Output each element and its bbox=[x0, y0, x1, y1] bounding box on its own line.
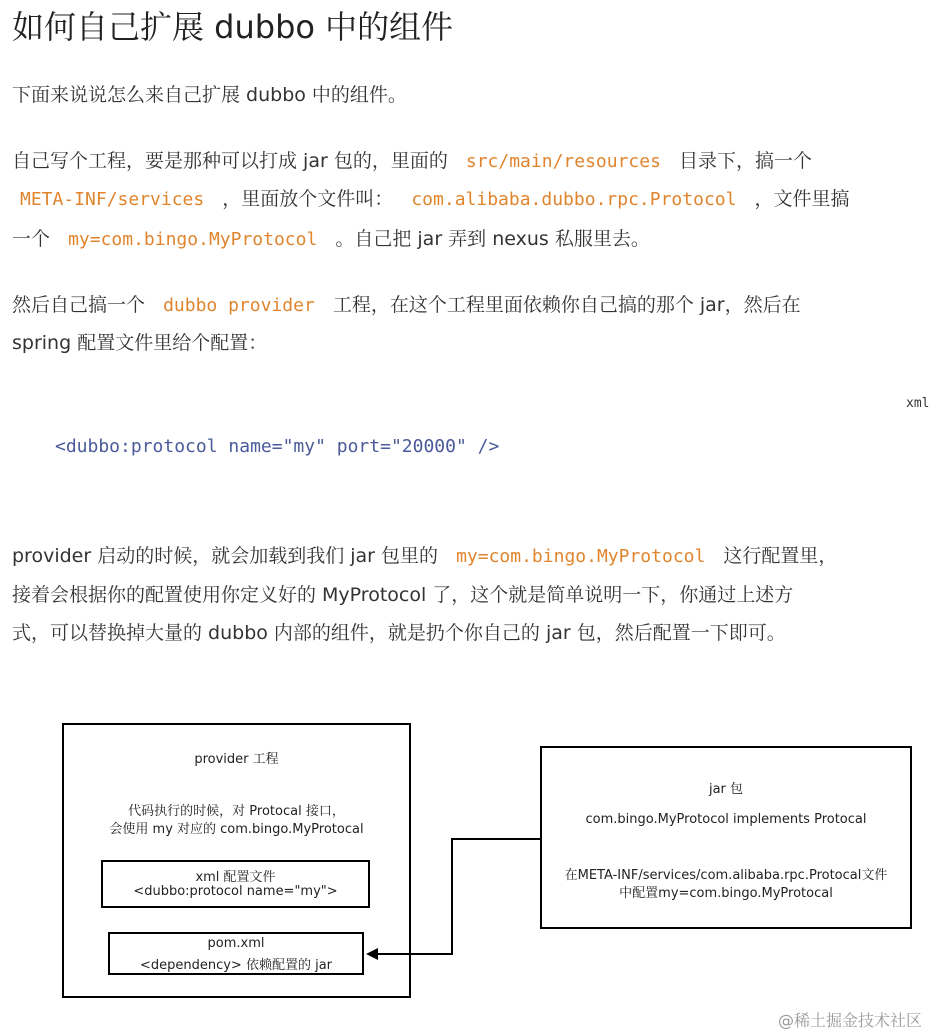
provider-desc-line2: 会使用 my 对应的 com.bingo.MyProtocal bbox=[109, 822, 364, 837]
arrow-head-icon bbox=[366, 948, 378, 960]
text: 然后自己搞一个 bbox=[12, 294, 146, 316]
para3-line2: spring 配置文件里给个配置： bbox=[12, 332, 268, 354]
text: provider 启动的时候，就会加载到我们 jar 包里的 bbox=[12, 545, 439, 567]
inline-code: com.alibaba.dubbo.rpc.Protocol bbox=[411, 189, 737, 210]
jar-implements: com.bingo.MyProtocol implements Protocal bbox=[585, 812, 867, 827]
xml-config-label: xml 配置文件 bbox=[195, 870, 276, 885]
text: ，文件里搞 bbox=[754, 188, 850, 210]
inline-code: my=com.bingo.MyProtocol bbox=[456, 546, 706, 567]
text: 工程，在这个工程里面依赖你自己搞的那个 jar，然后在 bbox=[332, 294, 801, 316]
inline-code: META-INF/services bbox=[20, 189, 205, 210]
intro-paragraph: 下面来说说怎么来自己扩展 dubbo 中的组件。 bbox=[12, 84, 407, 106]
pom-label: pom.xml bbox=[207, 936, 265, 951]
watermark: @稀土掘金技术社区 bbox=[778, 1011, 923, 1030]
pom-dependency: <dependency> 依赖配置的 jar bbox=[139, 958, 333, 973]
provider-desc-line1: 代码执行的时候，对 Protocal 接口， bbox=[128, 804, 345, 819]
inline-code: my=com.bingo.MyProtocol bbox=[68, 229, 318, 250]
code-block: <dubbo:protocol name="my" port="20000" /> bbox=[55, 436, 500, 457]
text: 自己写个工程，要是那种可以打成 jar 包的，里面的 bbox=[12, 150, 448, 172]
arrow-line bbox=[376, 839, 540, 954]
jar-meta-line2: 中配置my=com.bingo.MyProtocal bbox=[619, 886, 833, 901]
para4-line3: 式，可以替换掉大量的 dubbo 内部的组件，就是扔个你自己的 jar 包，然后配置一下即可。 bbox=[12, 622, 786, 644]
text: 。自己把 jar 弄到 nexus 私服里去。 bbox=[335, 228, 650, 250]
jar-meta-line1: 在META-INF/services/com.alibaba.rpc.Protocal文件 bbox=[564, 868, 888, 883]
text: ，里面放个文件叫： bbox=[222, 188, 394, 210]
article-title: 如何自己扩展 dubbo 中的组件 bbox=[12, 8, 454, 46]
code-language-label: xml bbox=[906, 396, 930, 411]
inline-code: dubbo provider bbox=[163, 295, 315, 316]
xml-config-code: <dubbo:protocol name="my"> bbox=[133, 884, 338, 899]
text: 目录下，搞一个 bbox=[679, 150, 813, 172]
para4-line2: 接着会根据你的配置使用你定义好的 MyProtocol 了，这个就是简单说明一下，你通过上述方 bbox=[12, 584, 794, 606]
jar-title: jar 包 bbox=[708, 782, 744, 797]
text: 一个 bbox=[12, 228, 51, 250]
text: 这行配置里， bbox=[723, 545, 838, 567]
provider-title: provider 工程 bbox=[194, 752, 279, 767]
inline-code: src/main/resources bbox=[465, 151, 661, 172]
